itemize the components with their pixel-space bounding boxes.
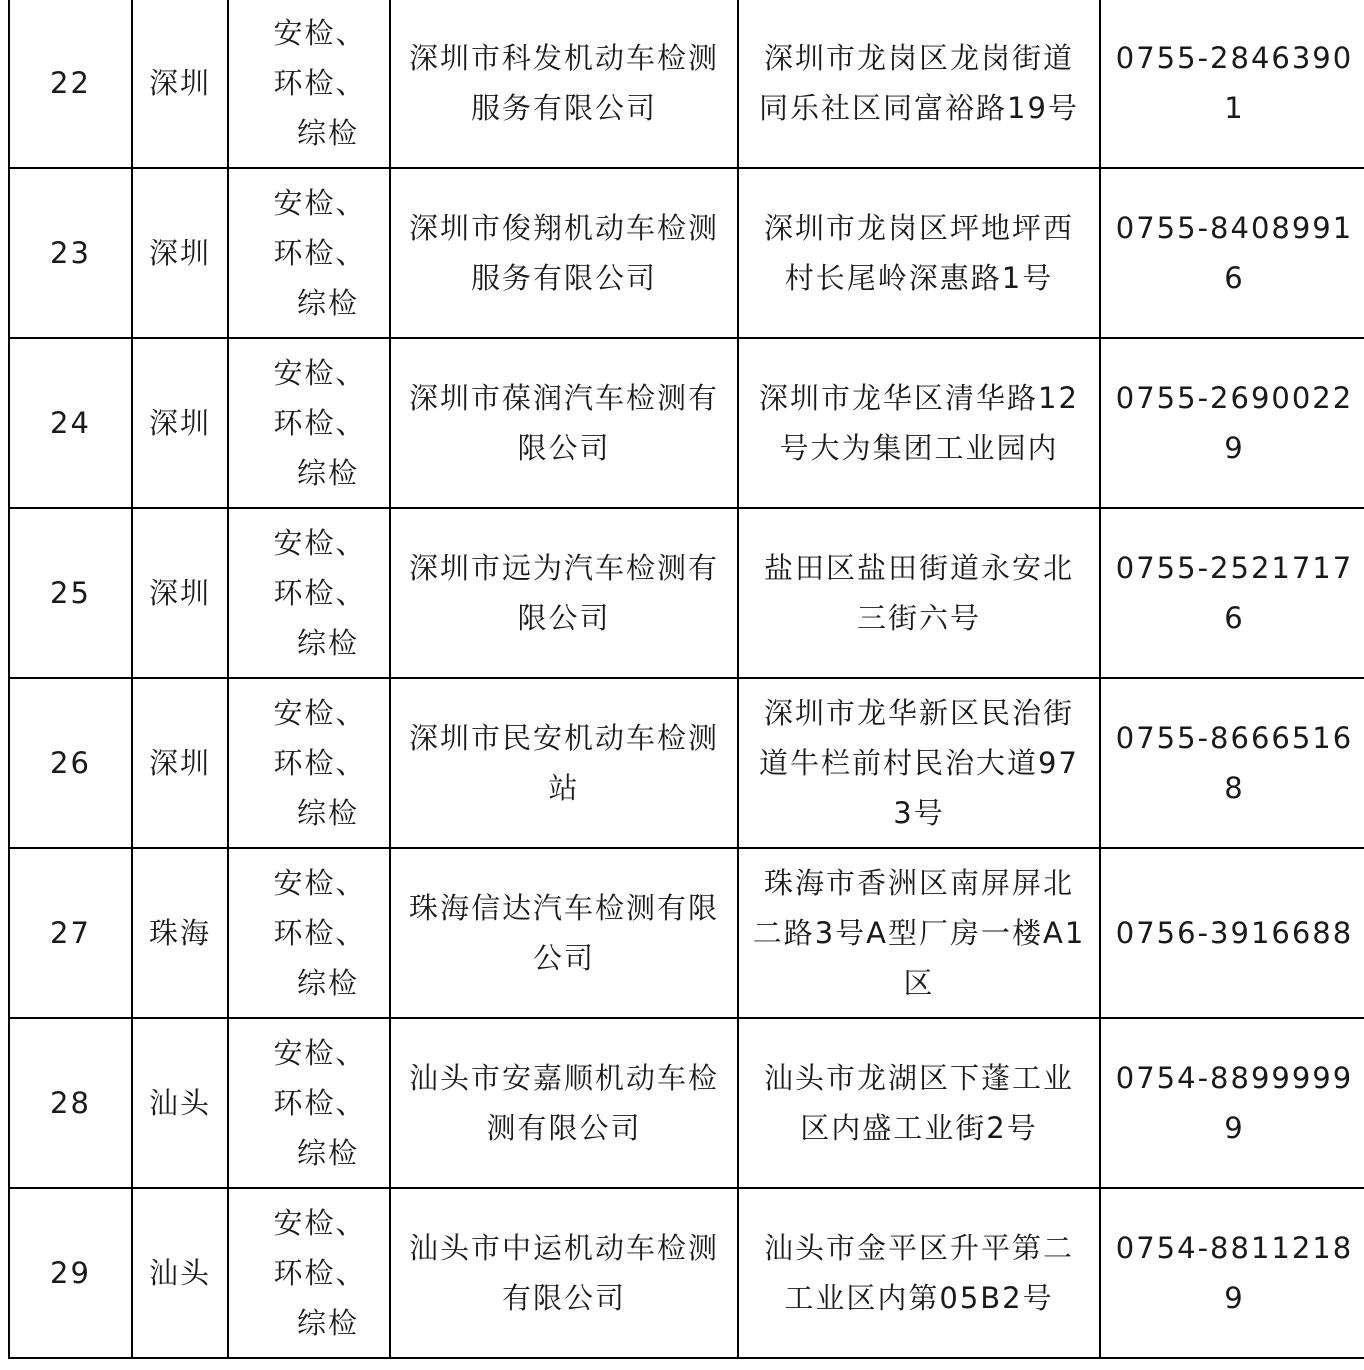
table-row: [9, 168, 1364, 338]
inspection-type-line: 安检、: [273, 1036, 367, 1070]
inspection-type-line: 环检、: [273, 406, 367, 440]
inspection-type-line: 环检、: [273, 1086, 367, 1120]
company-name-cell: 汕头市安嘉顺机动车检测有限公司: [390, 1018, 738, 1188]
inspection-type-line: 安检、: [273, 866, 367, 900]
inspection-type-line: 安检、: [273, 1206, 367, 1240]
city-cell: 深圳: [132, 168, 228, 338]
inspection-type-line: 环检、: [273, 1256, 367, 1290]
inspection-type-line: 综检: [296, 456, 359, 490]
address-cell: 珠海市香洲区南屏屏北二路3号A型厂房一楼A1区: [738, 848, 1100, 1018]
inspection-type-cell: [228, 1018, 390, 1188]
phone-cell: 0756-3916688: [1100, 848, 1364, 1018]
address-cell: 深圳市龙岗区坪地坪西村长尾岭深惠路1号: [738, 168, 1100, 338]
inspection-type-line: 安检、: [273, 356, 367, 390]
company-name-cell: 深圳市葆润汽车检测有限公司: [390, 338, 738, 508]
table-row: [9, 508, 1364, 678]
inspection-type-cell: [228, 1188, 390, 1358]
row-number: 23: [9, 168, 132, 338]
company-name-cell: 深圳市俊翔机动车检测服务有限公司: [390, 168, 738, 338]
inspection-type-line: 综检: [296, 1136, 359, 1170]
inspection-type-line: 环检、: [273, 576, 367, 610]
city-cell: 珠海: [132, 848, 228, 1018]
inspection-type-line: 综检: [296, 796, 359, 830]
inspection-type-line: 环检、: [273, 916, 367, 950]
address-cell: 深圳市龙华新区民治街道牛栏前村民治大道973号: [738, 678, 1100, 848]
row-number: 27: [9, 848, 132, 1018]
inspection-type-line: 安检、: [273, 526, 367, 560]
inspection-type-cell: [228, 848, 390, 1018]
company-name-cell: 珠海信达汽车检测有限公司: [390, 848, 738, 1018]
city-cell: 深圳: [132, 508, 228, 678]
row-number: 28: [9, 1018, 132, 1188]
inspection-type-line: 环检、: [273, 236, 367, 270]
city-cell: 汕头: [132, 1188, 228, 1358]
phone-cell: 0754-88999999: [1100, 1018, 1364, 1188]
phone-cell: 0755-25217176: [1100, 508, 1364, 678]
inspection-type-line: 综检: [296, 966, 359, 1000]
inspection-type-line: 安检、: [273, 696, 367, 730]
inspection-type-line: 安检、: [273, 16, 367, 50]
inspection-type-cell: [228, 338, 390, 508]
table-row: [9, 848, 1364, 1018]
company-name-cell: 深圳市远为汽车检测有限公司: [390, 508, 738, 678]
phone-cell: 0754-88112189: [1100, 1188, 1364, 1358]
inspection-station-table: [8, 0, 1364, 1359]
table-row: [9, 1188, 1364, 1358]
company-name-cell: 深圳市科发机动车检测服务有限公司: [390, 0, 738, 168]
inspection-type-line: 综检: [296, 286, 359, 320]
inspection-type-line: 综检: [296, 626, 359, 660]
inspection-type-cell: [228, 508, 390, 678]
row-number: 22: [9, 0, 132, 168]
inspection-type-cell: [228, 168, 390, 338]
table-row: [9, 0, 1364, 168]
table-row: [9, 338, 1364, 508]
city-cell: 深圳: [132, 678, 228, 848]
phone-cell: 0755-86665168: [1100, 678, 1364, 848]
address-cell: 深圳市龙华区清华路12号大为集团工业园内: [738, 338, 1100, 508]
table-row: [9, 678, 1364, 848]
inspection-type-cell: [228, 0, 390, 168]
inspection-type-line: 环检、: [273, 746, 367, 780]
inspection-type-cell: [228, 678, 390, 848]
phone-cell: 0755-28463901: [1100, 0, 1364, 168]
city-cell: 深圳: [132, 338, 228, 508]
company-name-cell: 汕头市中运机动车检测有限公司: [390, 1188, 738, 1358]
city-cell: 深圳: [132, 0, 228, 168]
table-row: [9, 1018, 1364, 1188]
row-number: 25: [9, 508, 132, 678]
address-cell: 汕头市金平区升平第二工业区内第05B2号: [738, 1188, 1100, 1358]
inspection-type-line: 综检: [296, 1306, 359, 1340]
phone-cell: 0755-84089916: [1100, 168, 1364, 338]
row-number: 24: [9, 338, 132, 508]
address-cell: 汕头市龙湖区下蓬工业区内盛工业街2号: [738, 1018, 1100, 1188]
address-cell: 深圳市龙岗区龙岗街道同乐社区同富裕路19号: [738, 0, 1100, 168]
inspection-type-line: 安检、: [273, 186, 367, 220]
row-number: 26: [9, 678, 132, 848]
inspection-type-line: 环检、: [273, 66, 367, 100]
company-name-cell: 深圳市民安机动车检测站: [390, 678, 738, 848]
city-cell: 汕头: [132, 1018, 228, 1188]
inspection-type-line: 综检: [296, 116, 359, 150]
phone-cell: 0755-26900229: [1100, 338, 1364, 508]
row-number: 29: [9, 1188, 132, 1358]
address-cell: 盐田区盐田街道永安北三街六号: [738, 508, 1100, 678]
